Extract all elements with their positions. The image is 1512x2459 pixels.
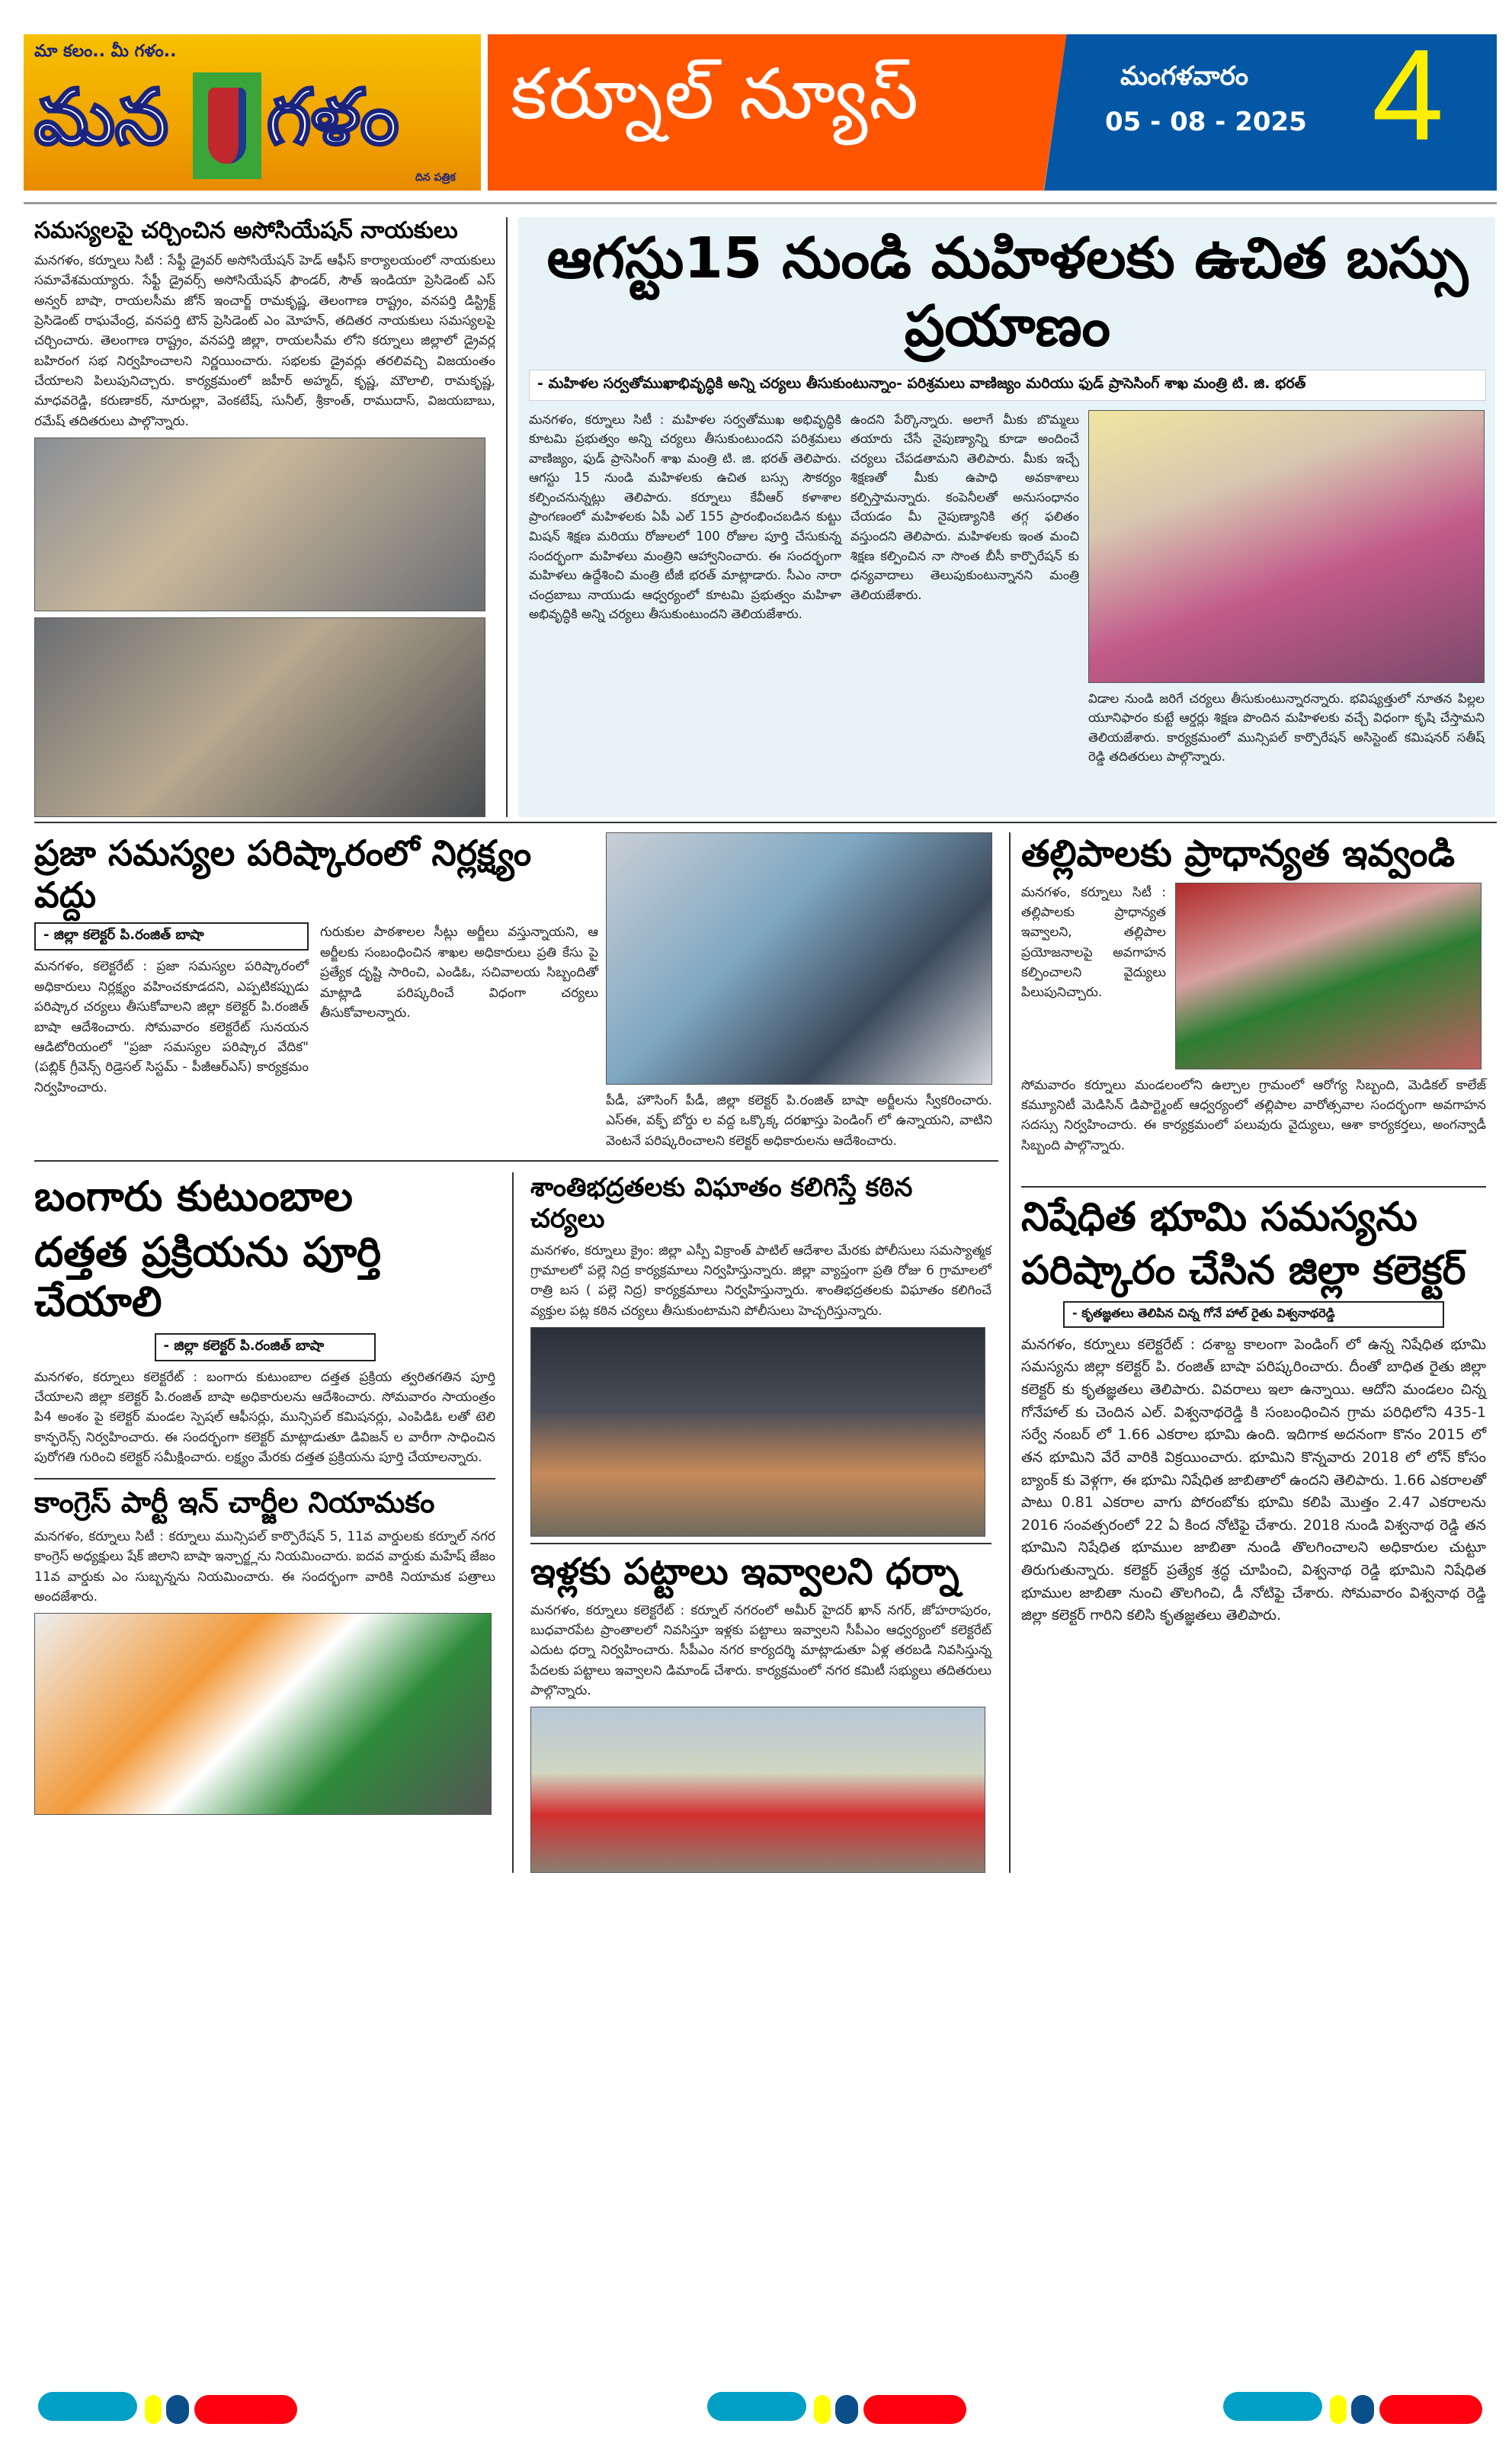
headline-association: సమస్యలపై చర్చించిన అసోసియేషన్ నాయకులు: [34, 217, 458, 244]
edition-title: కర్నూల్ న్యూస్: [511, 53, 920, 135]
column-divider: [512, 1172, 514, 1873]
article-body-dharna: మనగళం, కర్నూలు కలెక్టరేట్ : కర్నూల్ నగరంలో అమీర్ హైదర్ ఖాన్ నగర్, జోహరాపురం, బుధవారపేట ప్రాంతాలలో నివసిస్తూ ఇళ్లకు పట్టాలు ఇవ్వాలని సీపీఎం ఆధ్వర్యంలో కలెక్టరేట్ ఎదుట ధర్నా నిర్వహించారు. సీపీఎం నగర కార్యదర్శి మాట్లాడుతూ ఏళ్ల తరబడి నివసిస్తున్న పేదలకు పట్టాలు ఇవ్వాలని డిమాండ్ చేశారు. కార్యక్రమంలో నగర కమిటీ సభ్యులు తదితరులు పాల్గొన్నారు.: [530, 1602, 991, 1699]
photo-praja: [606, 832, 992, 1085]
article-praja: [34, 832, 998, 1162]
photo-breastmilk: [1175, 883, 1482, 1069]
headline-bangaru-2: దత్తత ప్రక్రియను పూర్తి చేయాలి: [34, 1227, 382, 1326]
photo-association-1: [34, 438, 485, 611]
headline-lead: ఆగస్టు15 నుండి మహిళలకు ఉచిత బస్సు ప్రయాణం: [546, 226, 1469, 359]
photo-peace: [530, 1327, 985, 1537]
photo-lead: [1088, 410, 1485, 683]
praja-col1: [34, 922, 309, 1097]
section-divider: [1021, 1186, 1486, 1188]
lead-subhead: - మహిళల సర్వతోముఖాభివృద్ధికి అన్ని చర్యలు తీసుకుంటున్నాం- పరిశ్రమలు వాణిజ్యం మరియు ఫుడ్ ప్రాసెసింగ్ శాఖ మంత్రి టి. జి. భరత్: [529, 370, 1486, 401]
headline-land-1: నిషేధిత భూమి సమస్యను: [1021, 1194, 1418, 1241]
lead-columns: [529, 410, 1486, 767]
article-body-breastmilk-col2: సోమవారం కర్నూలు మండలంలోని ఉల్చాల గ్రామంలో ఆరోగ్య సిబ్బంది, మెడికల్ కాలేజ్ కమ్యూనిటీ మెడిసిన్ డిపార్ట్మెంట్ ఆధ్వర్యంలో తల్లిపాల వారోత్సవాల సందర్భంగా అవగాహన సదస్సు నిర్వహించారు. ఈ కార్యక్రమంలో పలువురు వైద్యులు, ఆశా కార్యకర్తలు, అంగన్వాడీ సిబ్బంది పాల్గొన్నారు.: [1021, 1077, 1486, 1153]
headline-bangaru-1: బంగారు కుటుంబాల: [34, 1172, 353, 1221]
article-body-breastmilk-col1: మనగళం, కర్నూలు సిటీ : తల్లిపాలకు ప్రాధాన్యత ఇవ్వాలని, తల్లిపాల ప్రయోజనాలపై అవగాహన కల్పించాలని వైద్యులు పిలుపునిచ్చారు.: [1021, 884, 1166, 1001]
lead-body-col1: మనగళం, కర్నూలు సిటీ : మహిళల సర్వతోముఖ అభివృద్ధికి కూటమి ప్రభుత్వం అన్ని చర్యలు తీసుకుంటుందని పరిశ్రమలు వాణిజ్యం, ఫుడ్ ప్రాసెసింగ్ శాఖ మంత్రి టి. జి. భరత్ తెలిపారు. ఆగస్టు 15 నుండి మహిళలకు ఉచిత బస్సు సౌకర్యం కల్పించనున్నట్లు తెలిపారు. కర్నూలు కేవీఆర్ కళాశాల ప్రాంగణంలో మహిళలకు ఏపీ ఎల్ 155 ప్రారంభించబడిన కుట్టు మిషన్ శిక్షణ మరియు రోజులలో 100 రోజుల పూర్తి చేసుకున్న సందర్భంగా మహిళలు మంత్రిని ఆహ్వానించారు. ఈ సందర్భంగా మహిళలు ఉద్దేశించి మంత్రి టీజీ భరత్ మాట్లాడారు. సీఎం నారా చంద్రబాబు నాయుడు ఆధ్వర్యంలో కూటమి ప్రభుత్వం మహిళా అభివృద్ధికి అన్ని చర్యలు తీసుకుంటుందని తెలియజేశారు.: [529, 412, 841, 622]
column-divider: [506, 217, 508, 817]
headline-peace: శాంతిభద్రతలకు విఘాతం కలిగిస్తే కఠిన చర్యలు: [530, 1172, 913, 1234]
logo-word-right: గళం: [267, 72, 399, 162]
lead-body-col2: ఉందని పేర్కొన్నారు. అలాగే మీకు బొమ్మలు తయారు చేసే నైపుణ్యాన్ని కూడా అందించే చర్యలు చేపడతామని తెలిపారు. మీకు ఇచ్చే శిక్షణతో మీకు ఉపాధి అవకాశాలు కల్పిస్తామన్నారు. కంపెనీలతో అనుసంధానం చేయడం మీ నైపుణ్యానికి తగ్గ ఫలితం వస్తుందని తెలిపారు. మహిళలకు ఇంత మంచి శిక్షణ కల్పించిన నా సొంత బీసీ కార్పొరేషన్ కు ధన్యవాదాలు తెలుపుకుంటున్నానని మంత్రి తెలియజేశారు.: [850, 412, 1079, 602]
row-three: [34, 1172, 998, 1873]
byline-bangaru: - జిల్లా కలెక్టర్ పి.రంజిత్ బాషా: [155, 1333, 376, 1361]
article-body-bangaru: మనగళం, కర్నూలు కలెక్టరేట్ : బంగారు కుటుంబాల దత్తత ప్రక్రియ త్వరితగతిన పూర్తి చేయాలని జిల్లా కలెక్టర్ పి.రంజిత్ బాషా అధికారులను ఆదేశించారు. సోమవారం సాయంత్రం పి4 అంశం పై కలెక్టర్ మండల స్పెషల్ ఆఫీసర్లు, మున్సిపల్ కమిషనర్లు, ఎంపిడిఓ లతో టెలి కాన్ఫరెన్స్ నిర్వహించారు. ఈ సందర్భంగా కలెక్టర్ మాట్లాడుతూ డివిజన్ ల వారీగా సాధించిన పురోగతి గురించి కలెక్టర్ సమీక్షించారు. లక్ష్యం మేరకు దత్తత ప్రక్రియను పూర్తి చేయాలన్నారు.: [34, 1369, 495, 1465]
tagline: మా కలం.. మీ గళం..: [34, 42, 177, 61]
article-body-association: మనగళం, కర్నూలు సిటీ : సేఫ్టీ డ్రైవర్ అసోసియేషన్ హెడ్ ఆఫీస్ కార్యాలయంలో నాయకులు సమావేశమయ్యారు. సేఫ్టీ డ్రైవర్స్ అసోసియేషన్ ఫౌండర్, సౌత్ ఇండియా ప్రెసిడెంట్ ఎస్ అన్వర్ బాషా, రాయలసీమ జోన్ ఇంచార్జ్ రామకృష్ణ, తెలంగాణ రాష్ట్రం, వనపర్తి డిస్ట్రిక్ట్ ప్రెసిడెంట్ రాఘవేంద్ర, వనపర్తి టౌన్ ప్రెసిడెంట్ ఎం మోహన్, తదితర నాయకులు సమస్యలపై చర్చించారు. తెలంగాణ రాష్ట్రం, వనపర్తి జిల్లా, రాయలసీమ లోని కర్నూలు జిల్లాలో డ్రైవర్ల బహిరంగ సభ నిర్వహించాలని నిర్ణయించారు. సభలకు డ్రైవర్లు తరలివచ్చి విజయంతం చేయాలని పిలుపునిచ్చారు. కార్యక్రమంలో జహీర్ అహ్మద్, కృష్ణ, మౌలాలి, రామకృష్ణ, మాధవరెడ్డి, కరుణాకర్, నూరుల్లా, వెంకటేష్, సునీల్, శ్రీకాంత్, రాముదాస్, విజయబాబు, రమేష్ తదితరులు పాల్గొన్నారు.: [34, 253, 495, 429]
headline-land-2: పరిష్కారం చేసిన జిల్లా కలెక్టర్: [1021, 1248, 1466, 1294]
article-body-congress: మనగళం, కర్నూలు సిటీ : కర్నూలు మున్సిపల్ కార్పొరేషన్ 5, 11వ వార్డులకు కర్నూల్ నగర కాంగ్రెస్ అధ్యక్షులు షేక్ జిలాని బాషా ఇన్చార్జ్లను నియమించారు. ఐదవ వార్డుకు మహేష్ జేజం 11వ వార్డుకు ఎం సుబ్బన్నను నియమించారు. ఈ సందర్భంగా వారికి నియామక పత్రాలు అందజేశారు.: [34, 1528, 495, 1605]
issue-date: 05 - 08 - 2025: [1105, 107, 1307, 137]
headline-dharna: ఇళ్లకు పట్టాలు ఇవ్వాలని ధర్నా: [530, 1550, 959, 1594]
photo-association-2: [34, 617, 485, 817]
top-row: [34, 217, 1497, 823]
left-column: [34, 1172, 495, 1815]
article-body-praja-col2: గురుకుల పాఠశాలల సీట్లు అర్జీలు వస్తున్నాయని, ఆ అర్జీలకు సంబంధించిన శాఖల అధికారులు ప్రతి కేసు పై ప్రత్యేక దృష్టి సారించి, ఎండిఓ, సచివాలయ సిబ్బందితో మాట్లాడి పరిష్కరించే విధంగా చర్యలు తీసుకోవాలన్నారు.: [320, 925, 598, 1021]
breastmilk-columns: [1021, 883, 1486, 1069]
middle-column: [530, 1172, 991, 1873]
praja-photo-col: [606, 832, 992, 1151]
article-body-praja-col3: పీడీ, హౌసింగ్ పీడీ, జిల్లా కలెక్టర్ పి.రంజిత్ బాషా అర్జీలను స్వీకరించారు. ఎస్ఈ, వక్ఫ్ బోర్డు ల వద్ద ఒక్కొక్క దరఖాస్తు పెండింగ్ లో ఉన్నాయని, వాటిని వెంటనే పరిష్కరించాలని కలెక్టర్ అధికారులను ఆదేశించారు.: [606, 1093, 992, 1149]
article-body-praja-col1: మనగళం, కలెక్టరేట్ : ప్రజా సమస్యల పరిష్కారంలో అధికారులు నిర్లక్ష్యం వహించకూడదని, ఎప్పటికప్పుడు పరిష్కార చర్యలు తీసుకోవాలని జిల్లా కలెక్టర్ పి.రంజిత్ బాషా ఆదేశించారు. సోమవారం కలెక్టరేట్ సునయన ఆడిటోరియంలో "ప్రజా సమస్యల పరిష్కార వేదిక" (పబ్లిక్ గ్రీవెన్స్ రిడ్రెసల్ సిస్టమ్ - పీజీఆర్ఎస్) కార్యక్రమం నిర్వహించారు.: [34, 959, 309, 1095]
photo-dharna: [530, 1707, 985, 1873]
right-column: [1021, 832, 1486, 1627]
raised-fist-pen-logo-icon: [193, 72, 261, 179]
headline-congress: కాంగ్రెస్ పార్టీ ఇన్ చార్జీల నియామకం: [34, 1486, 435, 1520]
lead-story-panel: [518, 217, 1495, 817]
masthead-divider: [24, 202, 1497, 204]
section-divider: [530, 1543, 991, 1544]
page-content: [34, 217, 1497, 1873]
left-middle-block: [34, 832, 998, 1873]
byline-praja: - జిల్లా కలెక్టర్ పి.రంజిత్ బాషా: [34, 922, 309, 951]
logo-subtitle: దిన పత్రిక: [415, 172, 456, 184]
article-body-land: మనగళం, కర్నూలు కలెక్టరేట్ : దశాబ్ద కాలంగా పెండింగ్ లో ఉన్న నిషేధిత భూమి సమస్యను జిల్లా కలెక్టర్ పి. రంజిత్ బాషా పరిష్కరించారు. దీంతో బాధిత రైతు జిల్లా కలెక్టర్ కు కృతజ్ఞతలు తెలిపారు. వివరాలు ఇలా ఉన్నాయి. ఆదోని మండలం చిన్న గోనేహాల్ కు చెందిన ఎల్. విశ్వనాథరెడ్డి కి సంబంధించిన గ్రామ పరిధిలోని 435-1 సర్వే నంబర్ లో 1.66 ఎకరాల భూమి ఉంది. ఇదిగాక అదనంగా కొనం 2015 లో తన భూమిని వేరే వారికి విక్రయించారు. భూమిని కొన్నవారు 2018 లో లోన్ కోసం బ్యాంక్ కు వెళ్గగా, ఈ భూమి నిషేధిత జాబితాలో ఉందని తెలిపారు. 1.66 ఎకరాలతో పాటు 0.81 ఎకరాల వాగు పోరంబోకు భూమి కలిపి మొత్తం 2.47 ఎకరాలను 2016 సంవత్సరంలో 22 ఏ కింద నోటిఫై చేశారు. 2018 నుండి విశ్వనాథ రెడ్డి తన భూమిని నిషేధిత భూముల జాబితా నుండి తొలగించాలని అధికారుల చుట్టూ తిరుగుతున్నారు. కలెక్టర్ ప్రత్యేక శ్రద్ధ చూపించి, విశ్వనాథ రెడ్డి భూమిని నిషేధిత భూముల జాబితా నుంచి తొలగించి, డీ నోటిఫై చేశారు. సోమవారం విశ్వనాథ రెడ్డి జిల్లా కలెక్టర్ గారిని కలిసి కృతజ్ఞతలు తెలిపారు.: [1021, 1335, 1486, 1624]
praja-columns: [34, 922, 598, 1097]
page-number: 4: [1372, 23, 1444, 168]
lead-body-col3: విడాల నుండి జరిగే చర్యలు తీసుకుంటున్నారన్నారు. భవిష్యత్తులో నూతన పిల్లల యూనిఫారం కుట్టే ఆర్డర్లు శిక్షణ పొందిన మహిళలకు వచ్చే విధంగా కృషి చేస్తామని తెలియజేశారు. కార్యక్రమంలో మున్సిపల్ కార్పొరేషన్ అసిస్టెంట్ కమిషనర్ సతీష్ రెడ్డి తదితరులు పాల్గొన్నారు.: [1088, 691, 1485, 765]
byline-land: - కృతజ్ఞతలు తెలిపిన చిన్న గోనే హాల్ రైతు విశ్వనాథరెడ్డి: [1063, 1301, 1444, 1328]
weekday: మంగళవారం: [1120, 61, 1248, 91]
lead-col3: [1088, 410, 1485, 767]
headline-breastmilk: తల్లిపాలకు ప్రాధాన్యత ఇవ్వండి: [1021, 832, 1456, 876]
headline-praja: ప్రజా సమస్యల పరిష్కారంలో నిర్లక్ష్యం వద్దు: [34, 832, 532, 916]
column-divider: [1009, 832, 1011, 1873]
article-body-peace: మనగళం, కర్నూలు క్రైం: జిల్లా ఎస్పీ విక్రాంత్ పాటిల్ ఆదేశాల మేరకు పోలీసులు సమస్యాత్మక గ్రామాలలో పల్లె నిద్ర కార్యక్రమాలు నిర్వహిస్తున్నారు. జిల్లా వ్యాప్తంగా ప్రతి రోజు 6 గ్రామాలలో రాత్రి బస ( పల్లె నిద్ర) కార్యక్రమాలు నిర్వహిస్తున్నారు. శాంతిభద్రతలకు విఘాతం కలిగించే వ్యక్తుల పట్ల కఠిన చర్యలు తీసుకుంటామని పోలీసులు హెచ్చరిస్తున్నారు.: [530, 1242, 991, 1319]
article-association: [34, 217, 495, 817]
section-divider: [34, 1478, 495, 1480]
praja-text: [34, 832, 598, 1098]
photo-congress: [34, 1613, 492, 1815]
bottom-area: [34, 832, 1497, 1873]
logo-word-left: మన: [34, 72, 168, 162]
